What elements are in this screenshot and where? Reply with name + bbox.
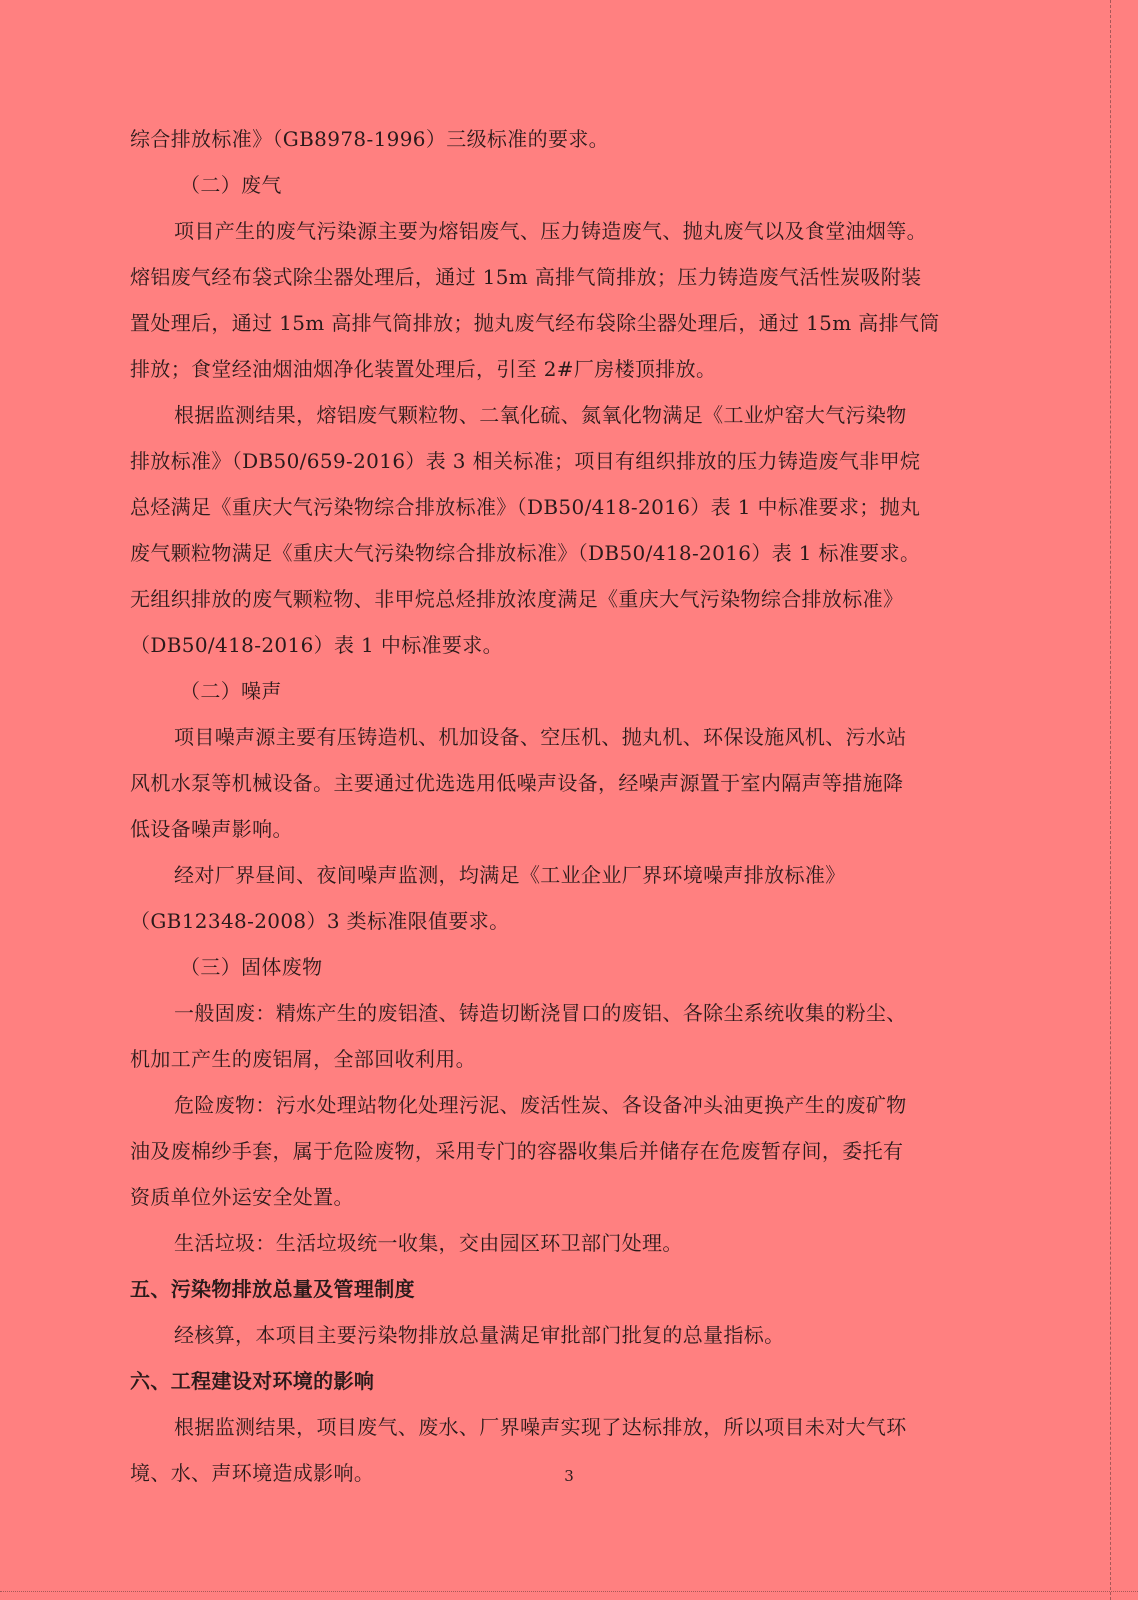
section-subheading-noise: （二）噪声: [180, 679, 282, 703]
document-body: [130, 116, 990, 1496]
body-line: 生活垃圾：生活垃圾统一收集，交由园区环卫部门处理。: [174, 1231, 683, 1255]
body-line: 低设备噪声影响。: [130, 817, 293, 841]
page-number: 3: [564, 1467, 574, 1485]
section-subheading-waste-gas: （二）废气: [180, 173, 282, 197]
section-subheading-solid-waste: （三）固体废物: [180, 955, 323, 979]
body-line: 风机水泵等机械设备。主要通过优选选用低噪声设备，经噪声源置于室内隔声等措施降: [130, 771, 904, 795]
body-line: 危险废物：污水处理站物化处理污泥、废活性炭、各设备冲头油更换产生的废矿物: [174, 1093, 907, 1117]
body-line: 排放标准》（DB50/659-2016）表 3 相关标准；项目有组织排放的压力铸造废气非甲烷: [130, 449, 921, 473]
body-line: （GB12348-2008）3 类标准限值要求。: [130, 909, 510, 933]
body-line: （DB50/418-2016）表 1 中标准要求。: [130, 633, 503, 657]
scan-bottom-line: [0, 1591, 1138, 1592]
body-line: 总烃满足《重庆大气污染物综合排放标准》（DB50/418-2016）表 1 中标准要求；抛丸: [130, 495, 921, 519]
body-line: 境、水、声环境造成影响。: [130, 1461, 375, 1485]
body-line: 油及废棉纱手套，属于危险废物，采用专门的容器收集后并储存在危废暂存间，委托有: [130, 1139, 904, 1163]
body-line: 无组织排放的废气颗粒物、非甲烷总烃排放浓度满足《重庆大气污染物综合排放标准》: [130, 587, 904, 611]
body-line: 项目产生的废气污染源主要为熔铝废气、压力铸造废气、抛丸废气以及食堂油烟等。: [174, 219, 927, 243]
scan-edge-line: [1110, 0, 1111, 1600]
body-line: 综合排放标准》（GB8978-1996）三级标准的要求。: [130, 127, 610, 151]
body-line: 根据监测结果，熔铝废气颗粒物、二氧化硫、氮氧化物满足《工业炉窑大气污染物: [174, 403, 907, 427]
body-line: 资质单位外运安全处置。: [130, 1185, 354, 1209]
body-line: 排放；食堂经油烟油烟净化装置处理后，引至 2#厂房楼顶排放。: [130, 357, 717, 381]
body-line: 经对厂界昼间、夜间噪声监测，均满足《工业企业厂界环境噪声排放标准》: [174, 863, 846, 887]
body-line: 熔铝废气经布袋式除尘器处理后，通过 15m 高排气筒排放；压力铸造废气活性炭吸附装: [130, 265, 922, 289]
body-line: 机加工产生的废铝屑，全部回收利用。: [130, 1047, 476, 1071]
body-line: 废气颗粒物满足《重庆大气污染物综合排放标准》（DB50/418-2016）表 1 标准要求。: [130, 541, 921, 565]
body-line: 经核算，本项目主要污染物排放总量满足审批部门批复的总量指标。: [174, 1323, 785, 1347]
body-line: 项目噪声源主要有压铸造机、机加设备、空压机、抛丸机、环保设施风机、污水站: [174, 725, 907, 749]
body-line: 根据监测结果，项目废气、废水、厂界噪声实现了达标排放，所以项目未对大气环: [174, 1415, 907, 1439]
section-heading-environmental-impact: 六、工程建设对环境的影响: [130, 1369, 375, 1393]
body-line: 一般固废：精炼产生的废铝渣、铸造切断浇冒口的废铝、各除尘系统收集的粉尘、: [174, 1001, 907, 1025]
body-line: 置处理后，通过 15m 高排气筒排放；抛丸废气经布袋除尘器处理后，通过 15m 高排气筒: [130, 311, 940, 335]
section-heading-emission-total: 五、污染物排放总量及管理制度: [130, 1277, 415, 1301]
